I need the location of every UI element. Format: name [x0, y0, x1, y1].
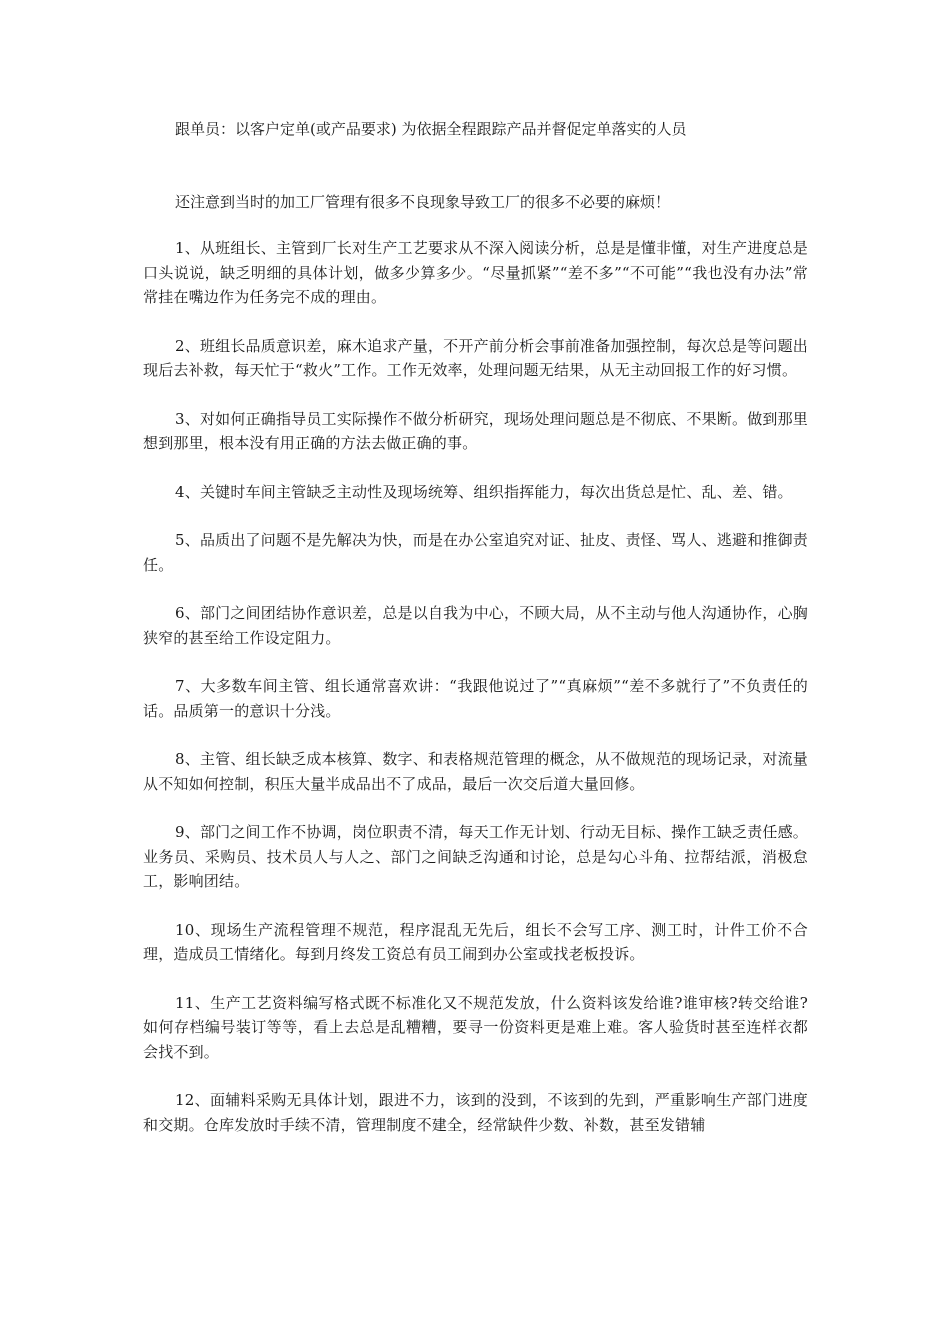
- list-item: 6、部门之间团结协作意识差，总是以自我为中心，不顾大局，从不主动与他人沟通协作，心胸狭窄的甚至给工作设定阻力。: [143, 604, 808, 647]
- list-item: 3、对如何正确指导员工实际操作不做分析研究，现场处理问题总是不彻底、不果断。做到那里想到那里，根本没有用正确的方法去做正确的事。: [143, 409, 808, 452]
- problem-list: [143, 236, 808, 1161]
- observation-line: 还注意到当时的加工厂管理有很多不良现象导致工厂的很多不必要的麻烦！: [175, 193, 671, 211]
- list-item: 10、现场生产流程管理不规范，程序混乱无先后，组长不会写工序、测工时，计件工价不合理，造成员工情绪化。每到月终发工资总有员工闹到办公室或找老板投诉。: [143, 920, 808, 963]
- list-item: 12、面辅料采购无具体计划，跟进不力，该到的没到，不该到的先到，严重影响生产部门进度和交期。仓库发放时手续不清，管理制度不建全，经常缺件少数、补数，甚至发错辅: [143, 1091, 808, 1134]
- list-item: 11、生产工艺资料编写格式既不标准化又不规范发放，什么资料该发给谁?谁审核?转交给谁?如何存档编号装订等等，看上去总是乱糟糟，要寻一份资料更是难上难。客人验货时甚至连样衣都会找不到。: [143, 993, 808, 1061]
- list-item: 5、品质出了问题不是先解决为快，而是在办公室追究对证、扯皮、责怪、骂人、逃避和推御责任。: [143, 531, 808, 574]
- list-item: 4、关键时车间主管缺乏主动性及现场统筹、组织指挥能力，每次出货总是忙、乱、差、错。: [175, 482, 793, 501]
- definition-line: 跟单员：以客户定单(或产品要求) 为依据全程跟踪产品并督促定单落实的人员: [175, 120, 687, 138]
- list-item: 1、从班组长、主管到厂长对生产工艺要求从不深入阅读分析，总是是懂非懂，对生产进度总是口头说说，缺乏明细的具体计划，做多少算多少。“尽量抓紧”“差不多”“不可能”“我也没有办法”常常挂在嘴边作为任务完不成的理由。: [143, 239, 808, 306]
- list-item: 8、主管、组长缺乏成本核算、数字、和表格规范管理的概念，从不做规范的现场记录，对流量从不知如何控制，积压大量半成品出不了成品，最后一次交后道大量回修。: [143, 750, 808, 793]
- list-item: 2、班组长品质意识差，麻木追求产量，不开产前分析会事前准备加强控制，每次总是等问题出现后去补救，每天忙于“救火”工作。工作无效率，处理问题无结果，从无主动回报工作的好习惯。: [143, 336, 808, 379]
- list-item: 7、大多数车间主管、组长通常喜欢讲：“我跟他说过了”“真麻烦”“差不多就行了”不负责任的话。品质第一的意识十分浅。: [143, 677, 808, 720]
- list-item: 9、部门之间工作不协调，岗位职责不清，每天工作无计划、行动无目标、操作工缺乏责任感。业务员、采购员、技术员人与人之、部门之间缺乏沟通和讨论，总是勾心斗角、拉帮结派，消极怠工，影响团结。: [143, 823, 808, 890]
